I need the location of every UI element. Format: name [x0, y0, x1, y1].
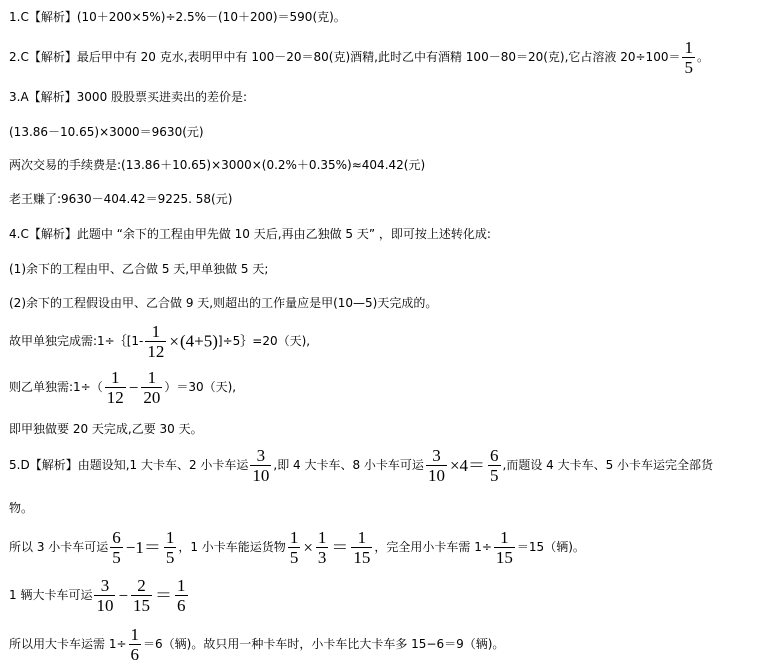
q5-small-fraction-5: [351, 528, 372, 567]
q5-head-cont-text: 物。: [9, 501, 34, 515]
q5-big-line: [9, 576, 190, 615]
q5-head-cont: [9, 500, 33, 516]
q4-conclusion-text: 即甲独做要 20 天完成,乙要 30 天。: [9, 422, 203, 436]
q2-text: 2.C【解析】最后甲中有 20 克水,表明甲中有 100－20＝80(克)酒精,此时乙中有酒精 100－80＝20(克),它占溶液 20÷100＝: [9, 50, 681, 64]
q3-calc: [9, 124, 204, 140]
q3-fee: [9, 157, 425, 173]
q5-small-line: [9, 528, 585, 567]
equals-sign: ＝: [155, 585, 173, 605]
q1-text: 1.C【解析】(10＋200×5%)÷2.5%－(10＋200)＝590(克)。: [9, 10, 346, 24]
q5-small-fraction-4: [316, 528, 329, 567]
fraction-denominator: 10: [427, 466, 445, 485]
fraction-numerator: 3: [432, 446, 441, 465]
q2-fraction: [682, 38, 695, 77]
q5-small-fraction-3: [288, 528, 301, 567]
q4-yi-line: [9, 368, 236, 407]
fraction-denominator: 6: [130, 645, 140, 664]
fraction-numerator: 1: [684, 38, 693, 57]
fraction-numerator: 6: [490, 446, 499, 465]
q5-small-fraction-1: [110, 528, 123, 567]
q4-p2-text: (2)余下的工程假设由甲、乙合做 9 天,则超出的工作量应是甲(10—5)天完成的。: [9, 296, 438, 310]
q4-yi-fraction-1: [105, 368, 126, 407]
times-expression: ×4＝: [449, 455, 486, 475]
minus-sign: −: [118, 585, 129, 605]
q3-head-text: 3.A【解析】3000 股股票买进卖出的差价是:: [9, 90, 248, 104]
q5-fraction-c: [488, 446, 501, 485]
fraction-numerator: 1: [177, 576, 186, 595]
q5-small-tail: ＝15（辆)。: [516, 540, 585, 554]
q5-final-line: [9, 625, 504, 664]
q4-jia-line: [9, 322, 310, 361]
times-sign: ×: [303, 537, 313, 557]
q5-small-fraction-6: [494, 528, 515, 567]
q5-head-line: [9, 446, 713, 485]
fraction-numerator: 2: [137, 576, 146, 595]
q4-jia-post: ]÷5｝=20（天),: [217, 334, 311, 348]
q5-big-fraction-3: [175, 576, 188, 615]
q4-jia-paren: (4+5): [179, 331, 218, 351]
q4-jia-fraction: [145, 322, 166, 361]
q5-small-mid: ，1 小卡车能运货物: [178, 540, 286, 554]
q5-final-pre: 所以用大卡车运需 1÷: [9, 637, 127, 651]
fraction-numerator: 1: [289, 528, 299, 547]
q5-final-tail: ＝6（辆)。故只用一种卡车时，小卡车比大卡车多 15−6＝9（辆)。: [143, 637, 505, 651]
fraction-numerator: 3: [256, 446, 266, 465]
q3-head: [9, 89, 247, 105]
fraction-denominator: 15: [353, 548, 371, 567]
fraction-numerator: 1: [110, 368, 120, 387]
minus-one: −1＝: [125, 537, 161, 557]
fraction-denominator: 15: [495, 548, 513, 567]
q3-profit: [9, 191, 232, 207]
fraction-denominator: 12: [106, 388, 124, 407]
q4-head: [9, 226, 491, 242]
q4-conclusion: [9, 421, 203, 437]
fraction-numerator: 1: [130, 625, 140, 644]
equals-sign: ＝: [331, 537, 349, 557]
q2-tail: 。: [696, 50, 709, 64]
q4-yi-fraction-2: [141, 368, 162, 407]
q5-fraction-b: [426, 446, 447, 485]
q5-head-tail: ,而题设 4 大卡车、5 小卡车运完全部货: [502, 458, 714, 472]
q5-final-fraction: [129, 625, 142, 664]
fraction-denominator: 5: [490, 466, 499, 485]
fraction-numerator: 6: [112, 528, 121, 547]
q4-yi-pre: 则乙单独需:1÷（: [9, 380, 103, 394]
fraction-numerator: 3: [100, 576, 110, 595]
q5-fraction-a: [250, 446, 271, 485]
q4-head-text: 4.C【解析】此题中 “余下的工程由甲先做 10 天后,再由乙独做 5 天” ，即可按上述转化成:: [9, 227, 491, 241]
fraction-denominator: 5: [165, 548, 175, 567]
fraction-numerator: 1: [165, 528, 175, 547]
minus-sign: −: [128, 377, 139, 397]
fraction-numerator: 1: [357, 528, 367, 547]
q5-small-pre: 所以 3 小卡车可运: [9, 540, 109, 554]
fraction-denominator: 10: [96, 596, 114, 615]
q5-big-fraction-1: [94, 576, 115, 615]
fraction-numerator: 1: [151, 322, 161, 341]
fraction-denominator: 15: [133, 596, 151, 615]
q3-fee-text: 两次交易的手续费是:(13.86＋10.65)×3000×(0.2%＋0.35%)≈404.42(元): [9, 158, 426, 172]
fraction-denominator: 12: [147, 342, 165, 361]
q4-p2: [9, 295, 437, 311]
q3-profit-text: 老王赚了:9630－404.42＝9225. 58(元): [9, 192, 233, 206]
q4-yi-post: ）＝30（天),: [164, 380, 237, 394]
q4-p1-text: (1)余下的工程由甲、乙合做 5 天,甲单独做 5 天;: [9, 262, 269, 276]
q5-big-fraction-2: [131, 576, 152, 615]
fraction-numerator: 1: [317, 528, 327, 547]
q5-head: 5.D【解析】由题设知,1 大卡车、2 小卡车运: [9, 458, 249, 472]
fraction-numerator: 1: [500, 528, 509, 547]
fraction-denominator: 6: [177, 596, 186, 615]
fraction-denominator: 5: [112, 548, 121, 567]
q5-small-fraction-2: [164, 528, 177, 567]
fraction-denominator: 20: [143, 388, 161, 407]
q5-small-mid2: ，完全用小卡车需 1÷: [374, 540, 492, 554]
fraction-numerator: 1: [147, 368, 157, 387]
q5-head-mid: ,即 4 大卡车、8 小卡车可运: [273, 458, 424, 472]
fraction-denominator: 5: [684, 58, 693, 77]
times-sign: ×: [169, 331, 179, 351]
q4-jia-pre: 故甲单独完成需:1÷｛[1-: [9, 334, 144, 348]
q1-line: [9, 9, 346, 25]
q5-big-pre: 1 辆大卡车可运: [9, 588, 93, 602]
fraction-denominator: 5: [289, 548, 299, 567]
q4-p1: [9, 261, 268, 277]
q3-calc-text: (13.86－10.65)×3000＝9630(元): [9, 125, 204, 139]
q2-line: [9, 38, 709, 77]
fraction-denominator: 10: [252, 466, 270, 485]
fraction-denominator: 3: [317, 548, 327, 567]
